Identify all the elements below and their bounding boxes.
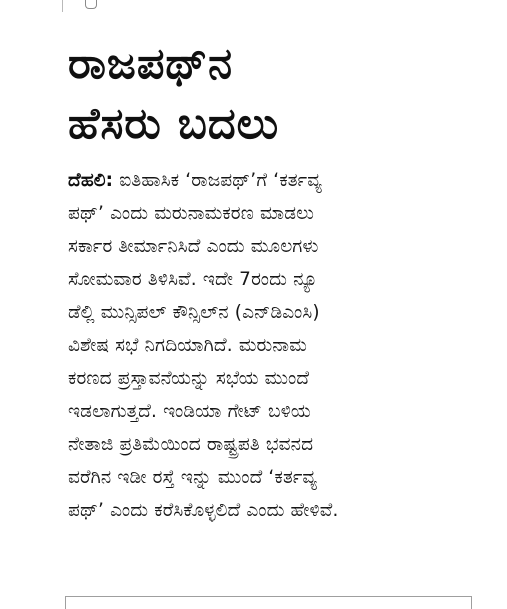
headline-line-1: ರಾಜಪಥ್‌ನ [68,39,234,89]
article-line-6: ವಿಶೇಷ ಸಭೆ ನಿಗದಿಯಾಗಿದೆ. ಮರುನಾಮ [68,335,307,356]
article-line-8: ಇಡಲಾಗುತ್ತದೆ. ಇಂಡಿಯಾ ಗೇಟ್ ಬಳಿಯ [68,401,311,422]
article-line-3: ಸರ್ಕಾರ ತೀರ್ಮಾನಿಸಿದೆ ಎಂದು ಮೂಲಗಳು [68,236,319,257]
article-line-5: ಡೆಲ್ಲಿ ಮುನ್ಸಿಪಲ್ ಕೌನ್ಸಿಲ್‌ನ (ಎನ್‌ಡಿಎಂಸಿ) [68,302,320,323]
next-article-box [65,596,472,609]
article-line-11: ಪಥ್’ ಎಂದು ಕರೆಸಿಕೊಳ್ಳಲಿದೆ ಎಂದು ಹೇಳಿವೆ. [68,500,339,521]
article-line-2: ಪಥ್’ ಎಂದು ಮರುನಾಮಕರಣ ಮಾಡಲು [68,203,315,224]
article-body [68,164,478,527]
article-line-1 [68,164,478,197]
top-column-rule [62,0,473,12]
article-line-7: ಕರಣದ ಪ್ರಸ್ತಾವನೆಯನ್ನು ಸಭೆಯ ಮುಂದೆ [68,368,310,389]
headline [68,34,488,154]
article-line-9: ನೇತಾಜಿ ಪ್ರತಿಮೆಯಿಂದ ರಾಷ್ಟ್ರಪತಿ ಭವನದ [68,434,314,455]
corner-mark-glyph [85,0,97,9]
headline-line-2: ಹೆಸರು ಬದಲು [68,99,280,149]
article-line-1-text: ಐತಿಹಾಸಿಕ ‘ರಾಜಪಥ್’ಗೆ ‘ಕರ್ತವ್ಯ [113,170,322,191]
article-line-10: ವರೆಗಿನ ಇಡೀ ರಸ್ತೆ ಇನ್ನು ಮುಂದೆ ‘ಕರ್ತವ್ಯ [68,467,317,488]
dateline: ದೆಹಲಿ: [68,170,114,191]
article-line-4: ಸೋಮವಾರ ತಿಳಿಸಿವೆ. ಇದೇ 7ರಂದು ನ್ಯೂ [68,269,318,290]
